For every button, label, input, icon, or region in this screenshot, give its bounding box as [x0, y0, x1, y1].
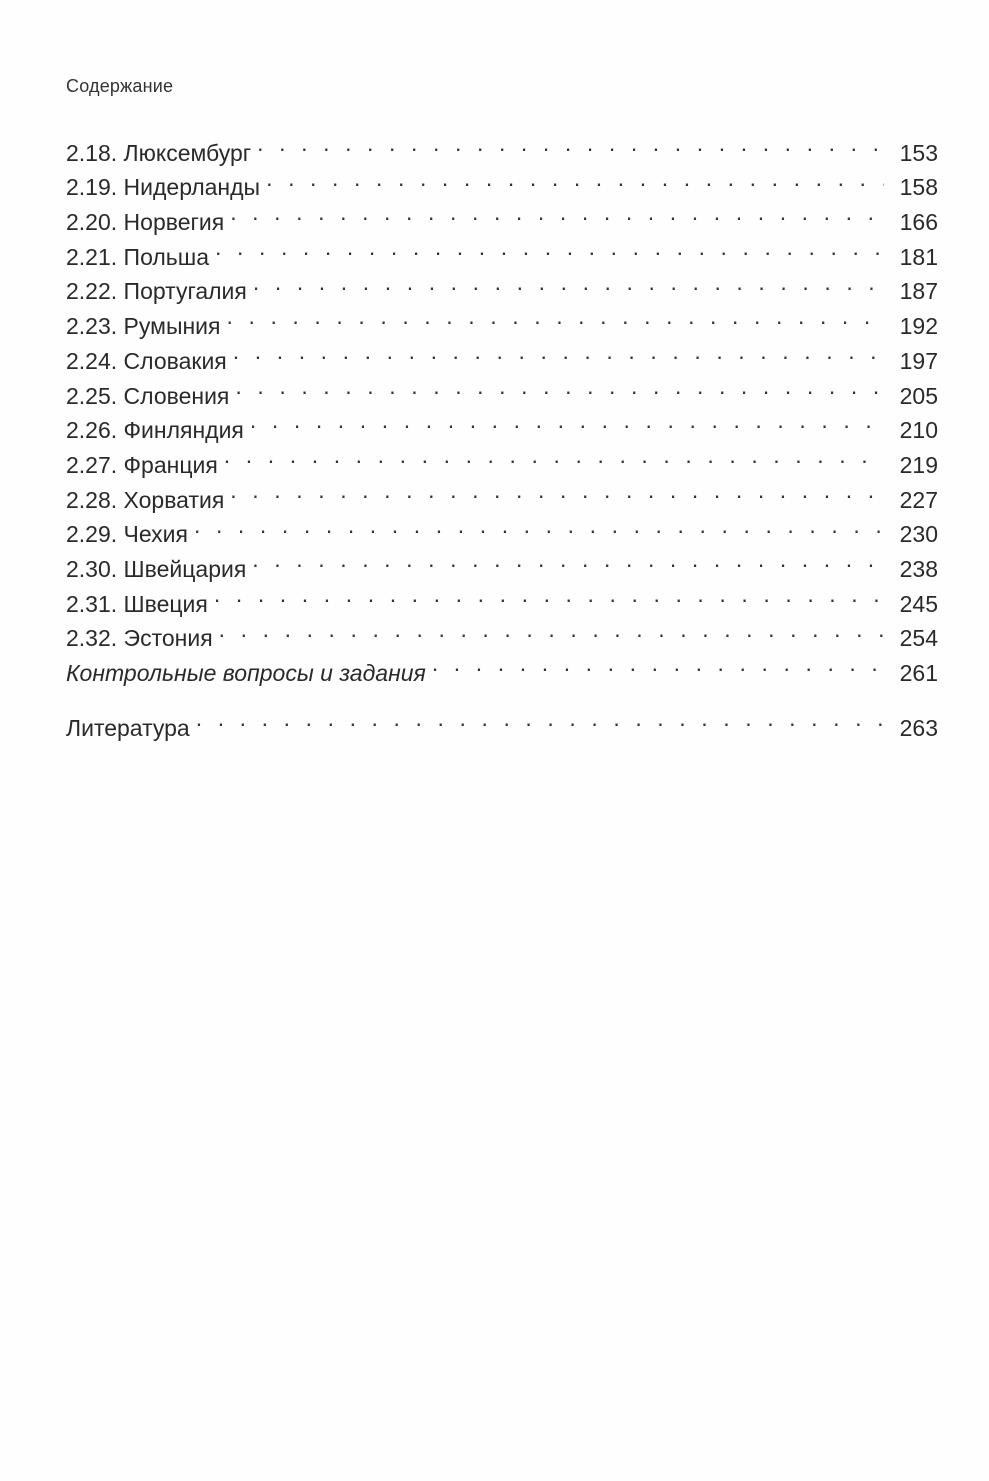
- dot-leader: [215, 230, 884, 265]
- toc-entry-page: 158: [884, 170, 938, 205]
- toc-entry: [66, 126, 938, 166]
- toc-entry-page: 263: [884, 711, 938, 746]
- toc-entry-title: 2.32. Эстония: [66, 621, 219, 656]
- toc-entry-title: 2.22. Португалия: [66, 274, 253, 309]
- toc-entry-title: 2.25. Словения: [66, 379, 235, 414]
- toc-entry-page: 238: [884, 552, 938, 587]
- toc-entry-page: 205: [884, 379, 938, 414]
- dot-leader: [219, 612, 884, 647]
- toc-entry-page: 181: [884, 240, 938, 275]
- dot-leader: [230, 195, 884, 230]
- dot-leader: [253, 265, 884, 300]
- dot-leader: [432, 646, 884, 681]
- toc-entry-page: 245: [884, 587, 938, 622]
- toc-entry-title: 2.27. Франция: [66, 448, 224, 483]
- toc-entry-page: 254: [884, 621, 938, 656]
- dot-leader: [224, 438, 884, 473]
- toc-entry-title: 2.19. Нидерланды: [66, 170, 266, 205]
- toc-entry-page: 153: [884, 136, 938, 171]
- toc-entry-title: Литература: [66, 711, 196, 746]
- toc-entry-title: 2.20. Норвегия: [66, 205, 230, 240]
- toc-entry-title: 2.24. Словакия: [66, 344, 233, 379]
- dot-leader: [266, 161, 884, 196]
- toc-entry-title: Контрольные вопросы и задания: [66, 656, 432, 691]
- toc-entry-literature: [66, 701, 938, 741]
- toc-entry-page: 166: [884, 205, 938, 240]
- toc-entry-page: 192: [884, 309, 938, 344]
- toc-entry-page: 210: [884, 413, 938, 448]
- toc-entry-title: 2.30. Швейцария: [66, 552, 252, 587]
- toc-entry-title: 2.26. Финляндия: [66, 413, 250, 448]
- toc-entry-title: 2.28. Хорватия: [66, 483, 230, 518]
- dot-leader: [250, 404, 884, 439]
- toc-entry: [66, 508, 938, 548]
- toc-entry-title: 2.23. Румыния: [66, 309, 226, 344]
- toc-entry-page: 219: [884, 448, 938, 483]
- toc-entry-page: 230: [884, 517, 938, 552]
- toc-entry-page: 187: [884, 274, 938, 309]
- dot-leader: [233, 334, 884, 369]
- dot-leader: [235, 369, 884, 404]
- toc-entry: [66, 542, 938, 582]
- dot-leader: [196, 701, 884, 736]
- dot-leader: [230, 473, 884, 508]
- dot-leader: [214, 577, 884, 612]
- toc-entry-page: 197: [884, 344, 938, 379]
- dot-leader: [226, 299, 884, 334]
- toc-entry-title: 2.29. Чехия: [66, 517, 194, 552]
- table-of-contents: [66, 126, 938, 741]
- toc-entry-title: 2.18. Люксембург: [66, 136, 257, 171]
- dot-leader: [252, 542, 884, 577]
- toc-entry-page: 261: [884, 656, 938, 691]
- toc-entry-title: 2.21. Польша: [66, 240, 215, 275]
- toc-entry-title: 2.31. Швеция: [66, 587, 214, 622]
- dot-leader: [194, 508, 884, 543]
- running-head: Содержание: [66, 76, 174, 96]
- dot-leader: [257, 126, 884, 161]
- toc-entry-page: 227: [884, 483, 938, 518]
